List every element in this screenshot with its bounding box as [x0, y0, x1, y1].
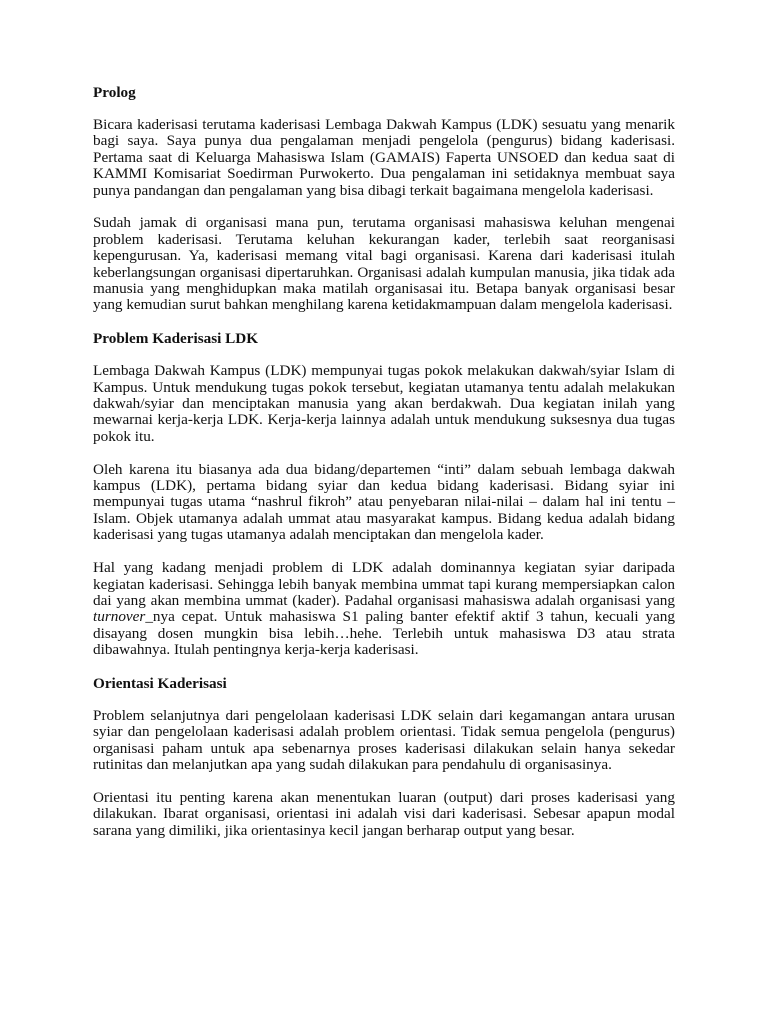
- paragraph: Sudah jamak di organisasi mana pun, terutama organisasi mahasiswa keluhan mengenai problem kaderisasi. Terutama keluhan kekurangan kader, terlebih saat reorganisasi kepengurusan. Ya, kaderisasi memang vital bagi organisasi. Karena dari kaderisasi itulah keberlangsungan organisasi dipertaruhkan. Organisasi adalah kumpulan manusia, jika tidak ada manusia yang menghidupkan maka matilah organisasai itu. Betapa banyak organisasi besar yang kemudian surut bahkan menghilang karena ketidakmampuan dalam mengelola kaderisasi.: [93, 214, 675, 314]
- paragraph: Problem selanjutnya dari pengelolaan kaderisasi LDK selain dari kegamangan antara urusan syiar dan pengelolaan kaderisasi adalah problem orientasi. Tidak semua pengelola (pengurus) organisasi paham untuk apa sebenarnya proses kaderisasi dilakukan selain hanya sekedar rutinitas dan melanjutkan apa yang sudah dilakukan para pendahulu di organisasinya.: [93, 706, 675, 774]
- paragraph: [93, 560, 675, 658]
- paragraph-text: _nya cepat. Untuk mahasiswa S1 paling banter efektif aktif 3 tahun, kecuali yang disayang dosen mungkin bisa lebih…hehe. Terlebih untuk mahasiswa D3 atau strata dibawahnya. Itulah pentingnya kerja-kerja kaderisasi.: [93, 608, 675, 659]
- paragraph-text: Hal yang kadang menjadi problem di LDK adalah dominannya kegiatan syiar daripada kegiatan kaderisasi. Sehingga lebih banyak membina ummat tapi kurang mempersiapkan calon dai yang akan membina ummat (kader). Padahal organisasi mahasiswa adalah organisasi yang: [93, 559, 675, 609]
- heading-orientasi-kaderisasi: Orientasi Kaderisasi: [93, 674, 227, 692]
- paragraph: Oleh karena itu biasanya ada dua bidang/departemen “inti” dalam sebuah lembaga dakwah kampus (LDK), pertama bidang syiar dan kedua bidang kaderisasi. Bidang syiar ini mempunyai tugas utama “nashrul fikroh” atau penyebaran nilai-nilai – dalam hal ini tentu – Islam. Objek utamanya adalah ummat atau masyarakat kampus. Bidang kedua adalah bidang kaderisasi yang tugas utamanya adalah menciptakan dan mengelola kader.: [93, 460, 675, 544]
- heading-problem-kaderisasi: Problem Kaderisasi LDK: [93, 330, 259, 348]
- paragraph: Lembaga Dakwah Kampus (LDK) mempunyai tugas pokok melakukan dakwah/syiar Islam di Kampus. Untuk mendukung tugas pokok tersebut, kegiatan utamanya tentu adalah melakukan dakwah/syiar dan menciptakan manusia yang akan berdakwah. Dua kegiatan inilah yang mewarnai kerja-kerja LDK. Kerja-kerja lainnya adalah untuk mendukung suksesnya dua tugas pokok itu.: [93, 362, 675, 445]
- heading-prolog: Prolog: [93, 84, 136, 101]
- paragraph: Orientasi itu penting karena akan menentukan luaran (output) dari proses kaderisasi yang dilakukan. Ibarat organisasi, orientasi ini adalah visi dari kaderisasi. Sebesar apapun modal sarana yang dimiliki, jika orientasinya kecil jangan berharap output yang besar.: [93, 788, 675, 839]
- italic-term: turnover: [93, 608, 146, 626]
- paragraph: Bicara kaderisasi terutama kaderisasi Lembaga Dakwah Kampus (LDK) sesuatu yang menarik bagi saya. Saya punya dua pengalaman menjadi pengelola (pengurus) bidang kaderisasi. Pertama saat di Keluarga Mahasiswa Islam (GAMAIS) Faperta UNSOED dan kedua saat di KAMMI Komisariat Soedirman Purwokerto. Dua pengalaman ini setidaknya membuat saya punya pandangan dan pengalaman yang bisa dibagi terkait bagaimana mengelola kaderisasi.: [93, 116, 675, 199]
- document-page: [93, 84, 675, 856]
